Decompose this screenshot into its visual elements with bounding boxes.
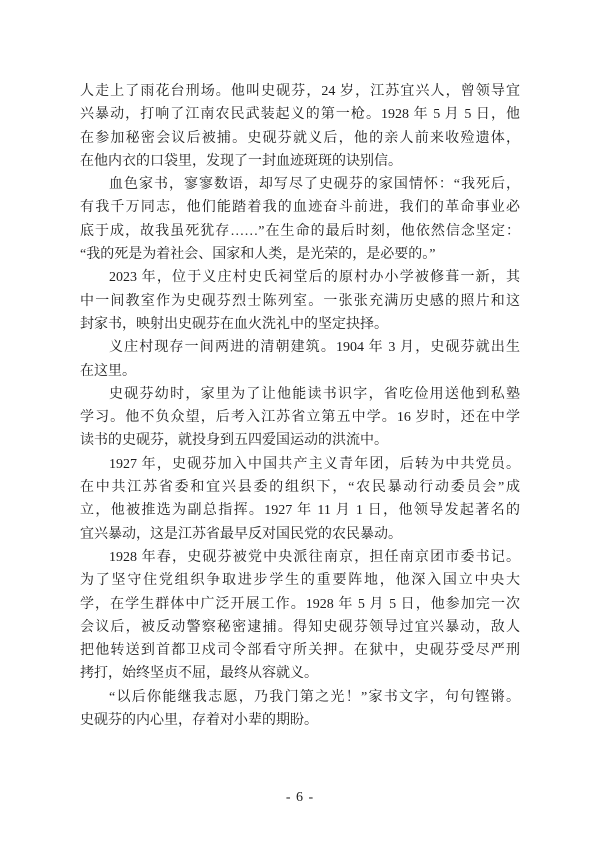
text-line: 拷打，始终坚贞不屈，最终从容就义。 bbox=[80, 666, 318, 682]
text-line: “我的死是为着社会、国家和人类，是光荣的，是必要的。” bbox=[80, 247, 436, 263]
text-line: 在中共江苏省委和宜兴县委的组织下，“农民暴动行动委员会”成 bbox=[80, 480, 520, 496]
text-line: 会议后，被反动警察秘密逮捕。得知史砚芬领导过宜兴暴动，敌人 bbox=[80, 619, 520, 635]
text-line: 血色家书，寥寥数语，却写尽了史砚芬的家国情怀：“我死后， bbox=[109, 177, 520, 193]
text-line: 1928 年春，史砚芬被党中央派往南京，担任南京团市委书记。 bbox=[109, 549, 520, 565]
body-text bbox=[80, 80, 520, 732]
text-line: 把他转送到首都卫戍司令部看守所关押。在狱中，史砚芬受尽严刑 bbox=[80, 643, 520, 659]
text-line: 义庄村现存一间两进的清朝建筑。1904 年 3 月，史砚芬就出生 bbox=[109, 340, 520, 356]
text-line: 学习。他不负众望，后考入江苏省立第五中学。16 岁时，还在中学 bbox=[80, 410, 520, 426]
text-line: 读书的史砚芬，就投身到五四爱国运动的洪流中。 bbox=[80, 433, 388, 449]
text-line: 在参加秘密会议后被捕。史砚芬就义后，他的亲人前来收殓遗体， bbox=[80, 130, 520, 146]
text-line: “以后你能继我志愿，乃我门第之光！”家书文字，句句铿锵。 bbox=[109, 689, 520, 705]
text-line: 宜兴暴动，这是江苏省最早反对国民党的农民暴动。 bbox=[80, 526, 402, 542]
text-line: 为了坚守住党组织争取进步学生的重要阵地，他深入国立中央大 bbox=[80, 573, 520, 589]
text-line: 底于成，故我虽死犹存……”在生命的最后时刻，他依然信念坚定： bbox=[80, 223, 520, 239]
text-line: 立，他被推选为副总指挥。1927 年 11 月 1 日，他领导发起著名的 bbox=[80, 503, 520, 519]
text-line: 在这里。 bbox=[80, 363, 136, 379]
text-line: 1927 年，史砚芬加入中国共产主义青年团，后转为中共党员。 bbox=[109, 456, 520, 472]
text-line: 2023 年，位于义庄村史氏祠堂后的原村办小学被修葺一新，其 bbox=[109, 270, 520, 286]
text-line: 中一间教室作为史砚芬烈士陈列室。一张张充满历史感的照片和这 bbox=[80, 293, 520, 309]
text-line: 封家书，映射出史砚芬在血火洗礼中的坚定抉择。 bbox=[80, 316, 388, 332]
text-line: 史砚芬的内心里，存着对小辈的期盼。 bbox=[80, 713, 318, 729]
text-line: 学，在学生群体中广泛开展工作。1928 年 5 月 5 日，他参加完一次 bbox=[80, 596, 520, 612]
page-footer bbox=[0, 788, 600, 808]
text-line: 兴暴动，打响了江南农民武装起义的第一枪。1928 年 5 月 5 日，他 bbox=[80, 107, 520, 123]
text-line: 史砚芬幼时，家里为了让他能读书识字，省吃俭用送他到私塾 bbox=[109, 386, 520, 402]
text-line: 人走上了雨花台刑场。他叫史砚芬，24 岁，江苏宜兴人，曾领导宜 bbox=[80, 84, 520, 99]
page-number: - 6 - bbox=[285, 790, 315, 805]
text-line: 在他内衣的口袋里，发现了一封血迹斑斑的诀别信。 bbox=[80, 153, 402, 169]
text-line: 有我千万同志，他们能踏着我的血迹奋斗前进，我们的革命事业必 bbox=[80, 200, 520, 216]
